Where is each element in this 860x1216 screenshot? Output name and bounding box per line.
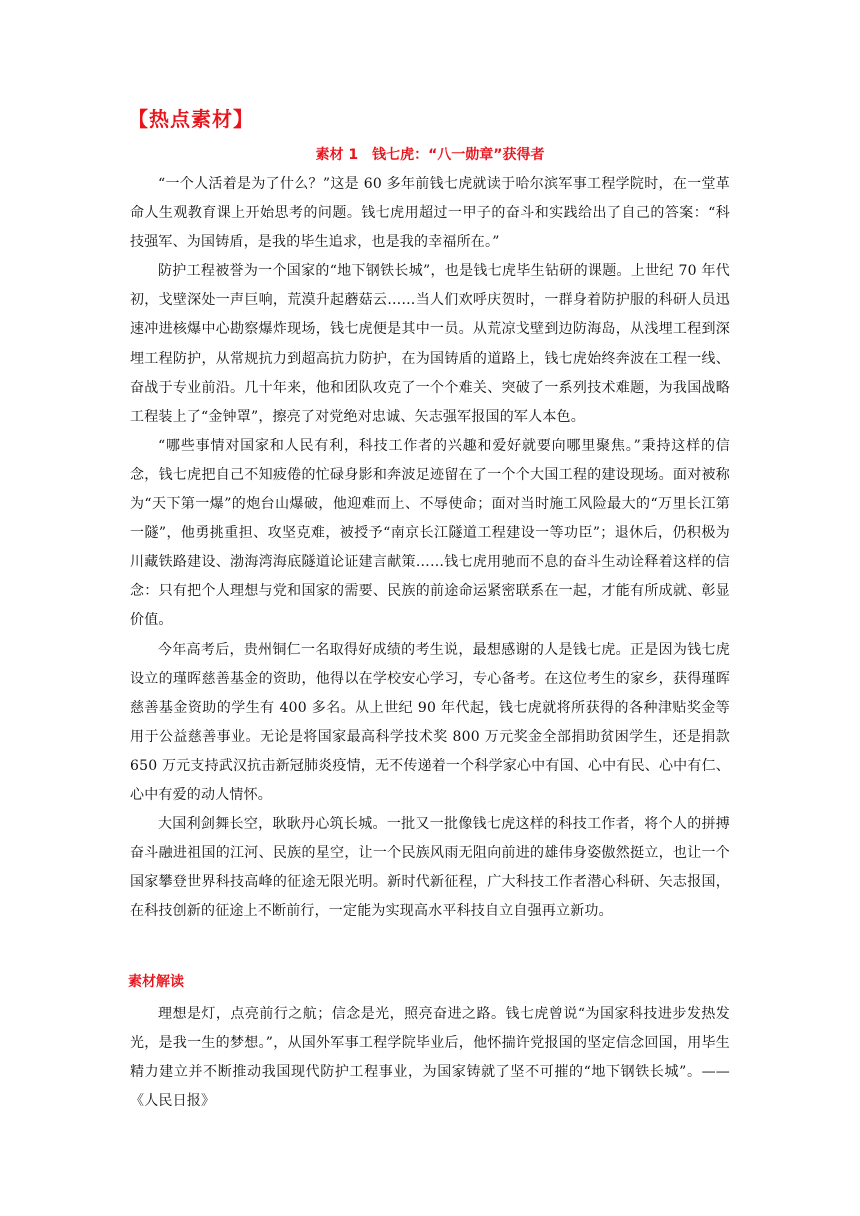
section-heading: 【热点素材】 [128,107,254,131]
material-paragraph: 防护工程被誉为一个国家的“地下钢铁长城”，也是钱七虎毕生钻研的课题。上世纪 70 年代初，戈壁深处一声巨响，荒漠升起蘑菇云……当人们欢呼庆贺时，一群身着防护服的科研人员迅速冲进核爆中心勘察爆炸现场，钱七虎便是其中一员。从荒凉戈壁到边防海岛，从浅埋工程到深埋工程防护，从常规抗力到超高抗力防护，在为国铸盾的道路上，钱七虎始终奔波在工程一线、奋战于专业前沿。几十年来，他和团队攻克了一个个难关、突破了一系列技术难题，为我国战略工程装上了“金钟罩”，擦亮了对党绝对忠诚、矢志强军报国的军人本色。 [130,263,730,425]
material-body [130,170,730,926]
analysis-label: 素材解读 [128,974,184,990]
material-paragraph: 今年高考后，贵州铜仁一名取得好成绩的考生说，最想感谢的人是钱七虎。正是因为钱七虎设立的瑾晖慈善基金的资助，他得以在学校安心学习，专心备考。在这位考生的家乡，获得瑾晖慈善基金资助的学生有 400 多名。从上世纪 90 年代起，钱七虎就将所获得的各种津贴奖金等用于公益慈善事业。无论是将国家最高科学技术奖 800 万元奖金全部捐助贫困学生，还是捐款 650 万元支持武汉抗击新冠肺炎疫情，无不传递着一个科学家心中有国、心中有民、心中有仁、心中有爱的动人情怀。 [130,641,730,803]
material-title: 素材 1 钱七虎：“八一勋章”获得者 [315,147,545,163]
material-paragraph: “哪些事情对国家和人民有利，科技工作者的兴趣和爱好就要向哪里聚焦。”秉持这样的信念，钱七虎把自己不知疲倦的忙碌身影和奔波足迹留在了一个个大国工程的建设现场。面对被称为“天下第一爆”的炮台山爆破，他迎难而上、不辱使命；面对当时施工风险最大的“万里长江第一隧”，他勇挑重担、攻坚克难，被授予“南京长江隧道工程建设一等功臣”；退休后，仍积极为川藏铁路建设、渤海湾海底隧道论证建言献策……钱七虎用驰而不息的奋斗生动诠释着这样的信念：只有把个人理想与党和国家的需要、民族的前途命运紧密联系在一起，才能有所成就、彰显价值。 [130,437,730,629]
material-paragraph: 大国利剑舞长空，耿耿丹心筑长城。一批又一批像钱七虎这样的科技工作者，将个人的拼搏奋斗融进祖国的江河、民族的星空，让一个民族风雨无阻向前进的雄伟身姿傲然挺立，也让一个国家攀登世界科技高峰的征途无限光明。新时代新征程，广大科技工作者潜心科研、矢志报国，在科技创新的征途上不断前行，一定能为实现高水平科技自立自强再立新功。 [130,816,730,920]
analysis-paragraph: 理想是灯，点亮前行之航；信念是光，照亮奋进之路。钱七虎曾说“为国家科技进步发热发光，是我一生的梦想。”，从国外军事工程学院毕业后，他怀揣许党报国的坚定信念回国，用毕生精力建立并不断推动我国现代防护工程事业，为国家铸就了坚不可摧的“地下钢铁长城”。——《人民日报》 [130,1006,730,1110]
material-paragraph: “一个人活着是为了什么？”这是 60 多年前钱七虎就读于哈尔滨军事工程学院时，在一堂革命人生观教育课上开始思考的问题。钱七虎用超过一甲子的奋斗和实践给出了自己的答案：“科技强军、为国铸盾，是我的毕生追求，也是我的幸福所在。” [130,176,730,251]
analysis-body [130,1000,730,1116]
